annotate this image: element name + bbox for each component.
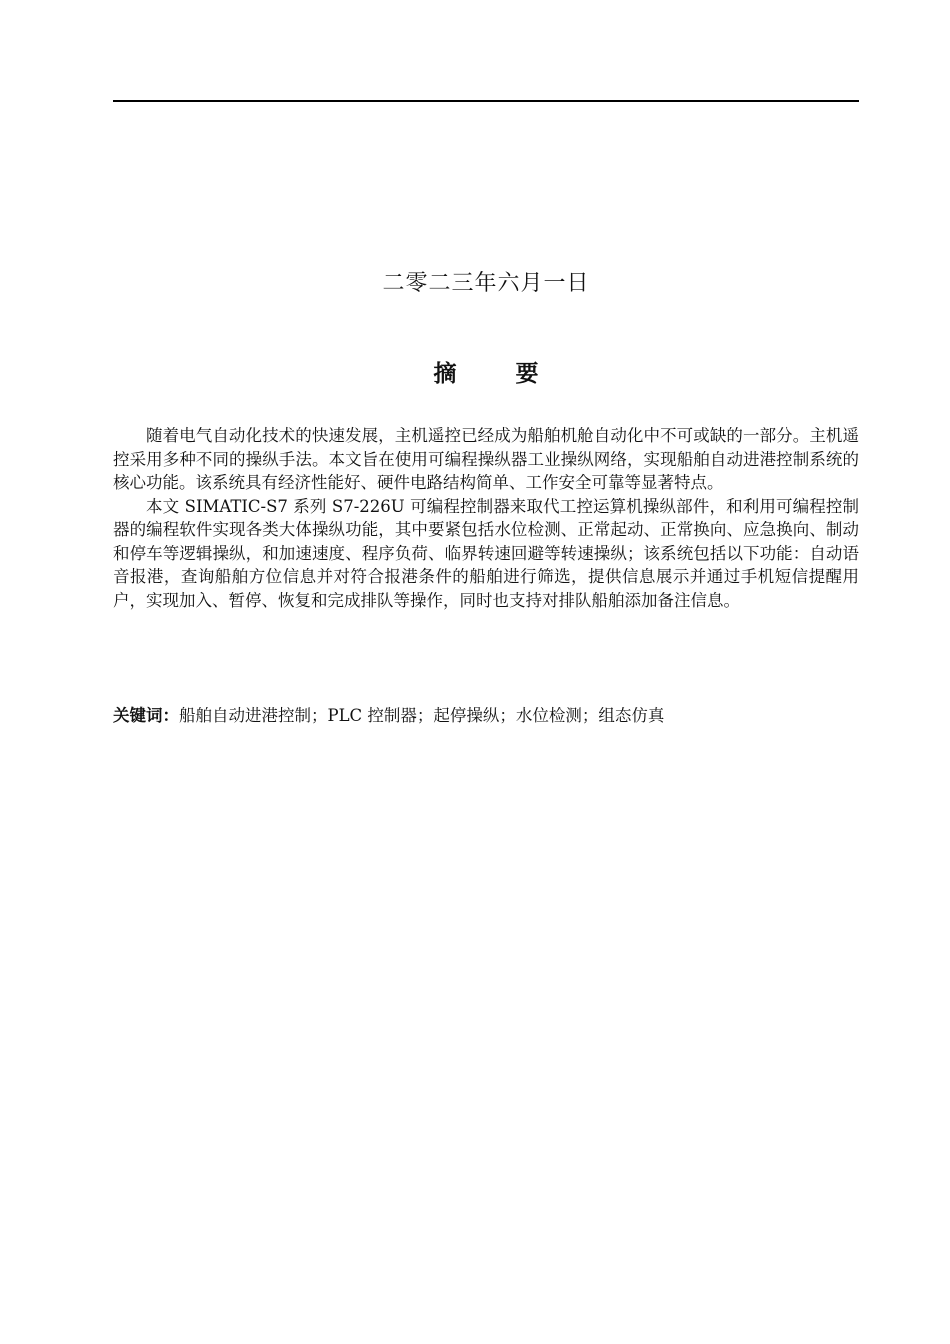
abstract-paragraph: 本文 SIMATIC-S7 系列 S7-226U 可编程控制器来取代工控运算机操纵部件，和利用可编程控制器的编程软件实现各类大体操纵功能，其中要紧包括水位检测、正常起动、正常换向、应急换向、制动和停车等逻辑操纵，和加速速度、程序负荷、临界转速回避等转速操纵；该系统包括以下功能：自动语音报港，查询船舶方位信息并对符合报港条件的船舶进行筛选，提供信息展示并通过手机短信提醒用户，实现加入、暂停、恢复和完成排队等操作，同时也支持对排队船舶添加备注信息。: [113, 496, 859, 610]
abstract-body: [113, 424, 859, 612]
header-rule: [113, 100, 859, 102]
abstract-paragraph: 随着电气自动化技术的快速发展，主机遥控已经成为船舶机舱自动化中不可或缺的一部分。主机遥控采用多种不同的操纵手法。本文旨在使用可编程操纵器工业操纵网络，实现船舶自动进港控制系统的核心功能。该系统具有经济性能好、硬件电路结构简单、工作安全可靠等显著特点。: [113, 426, 859, 492]
abstract-title: 摘 要: [433, 361, 557, 387]
keywords-label: 关键词：: [113, 706, 179, 725]
keywords-text: 船舶自动进港控制；PLC 控制器；起停操纵；水位检测；组态仿真: [179, 706, 665, 725]
keywords-line: [113, 704, 859, 728]
document-date: 二零二三年六月一日: [382, 271, 590, 296]
